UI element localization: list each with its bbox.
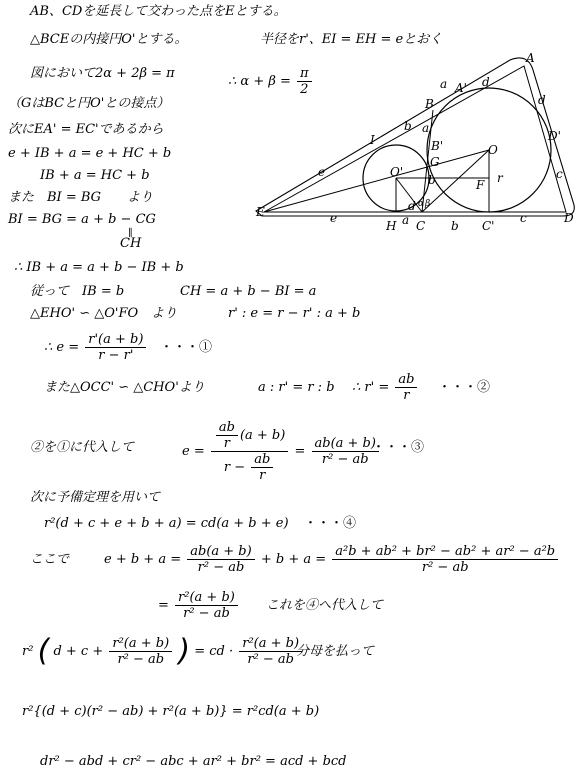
text-line: r²(d + c + e + b + a) = cd(a + b + e) [44,516,289,531]
equation-ref: ・・・④ [304,516,357,531]
equation-ref: ・・・② [438,380,491,395]
seg-label-d: d [482,75,490,89]
label-a-prime: A' [455,81,467,95]
numerator: ab(a + b) [187,544,254,560]
label-a: A [526,51,535,65]
numerator: ab [216,420,238,436]
label-c: C [416,219,426,233]
quadrilateral [264,66,566,212]
text-line: a : r' = r : b [258,380,335,395]
numerator: ab [251,452,273,468]
numerator: a²b + ab² + br² − ab² + ar² − a²b [332,544,558,560]
fraction [85,332,146,363]
math-text: ∴ e = [44,340,80,355]
text-line: △BCEの内接円O'とする。 [30,32,188,47]
math-text: e + b + a = [104,552,182,567]
text-line: 図において2α + 2β = π [30,66,175,81]
text-line: ②を①に代入して [30,440,135,455]
seg-label-b: b [404,119,412,133]
math-text: + b + a = [260,552,327,567]
math-text: = [294,444,306,459]
equals-mark: ∥ [128,228,133,239]
text-line: △EHO' ∽ △O'FO より [30,306,178,321]
label-i: I [370,133,375,147]
paren-open: ( [37,633,50,669]
text-line: ∴ IB + a = a + b − IB + b [14,260,184,275]
text-line: 従って IB = b [30,284,125,299]
denominator: r² − ab [117,652,165,667]
seg-label-a: a [422,121,430,135]
seg-label-b: b [428,173,436,187]
geometry-figure [250,44,580,244]
math-e [44,332,148,363]
label-o-prime: O' [390,165,404,179]
text-line: ここで [30,552,70,567]
math-text: = [158,598,169,613]
label-f: F [476,178,485,192]
text-line: r²{(d + c)(r² − ab) + r²(a + b)} = r²cd(a + b) [22,704,320,719]
label-b-prime: B' [431,139,444,153]
fraction [251,452,273,483]
text-line: 分母を払って [296,644,375,659]
outer-band [256,58,574,216]
label-h: H [386,219,397,233]
denominator: r² − ab [197,560,245,575]
text-line: CH [120,236,142,251]
equation-ref: ・・・③ [372,440,425,455]
angle-alpha: α [418,199,425,209]
text-line: r' : e = r − r' : a + b [228,306,361,321]
fraction [239,636,302,667]
denominator: r² − ab [247,652,294,667]
text-line: dr² − abd + cr² − abc + ar² + br² = acd + bcd [40,754,347,769]
text-line: AB、CDを延長して交わった点をEとする。 [30,4,287,19]
fraction [332,544,558,575]
denominator: r [403,388,410,403]
label-d-prime: D' [548,129,561,143]
denominator: r² − ab [321,452,369,467]
fraction [216,420,238,451]
math-ebA-simplified [158,590,240,621]
fraction [312,436,379,467]
seg-label-c: c [556,167,563,181]
fraction [175,590,238,621]
denominator: r [259,468,266,483]
math-rprime [352,372,419,403]
math-text: r − [223,460,246,475]
math-e-substituted [182,420,381,483]
label-d: D [564,211,574,225]
label-b: B [425,97,434,111]
text-line: CH = a + b − BI = a [180,284,317,299]
numerator: π [297,66,312,82]
math-text: ∴ α + β = [228,74,291,89]
text-line: また BI = BG より [8,190,154,205]
paren-close: ) [178,633,191,669]
label-c-prime: C' [482,219,495,233]
seg-label-e: e [318,165,326,179]
denominator: r² − ab [421,560,469,575]
seg-label-e: e [330,211,338,225]
numerator: r'(a + b) [85,332,146,348]
math-text: = cd · [194,644,234,659]
label-r: r [497,171,503,185]
fraction [211,420,288,483]
text-line: IB + a = HC + b [40,168,150,183]
label-e: E [256,205,265,219]
text-line: 半径をr'、EI = EH = eとおく [260,32,443,47]
math-text: e = [182,444,205,459]
numerator [211,420,288,452]
denominator: r − r' [98,348,134,363]
denominator: r [223,436,230,451]
seg-label-d-small: d [408,199,416,213]
text-line: 次に予備定理を用いて [30,490,161,505]
denominator [221,452,278,483]
fraction [187,544,254,575]
numerator: r²(a + b) [239,636,302,652]
label-o: O [488,143,498,157]
label-g: G [430,155,440,169]
equation-ref: ・・・① [160,340,213,355]
fraction [109,636,172,667]
fraction [395,372,417,403]
math-text: d + c + [53,644,104,659]
math-text: (a + b) [239,428,286,443]
math-ebA [104,544,560,575]
denominator: 2 [300,82,309,97]
text-line: これを④へ代入して [266,598,384,613]
text-line: また△OCC' ∽ △CHO'より [44,380,205,395]
seg-label-b: b [451,219,459,233]
seg-label-d: d [538,93,546,107]
numerator: r²(a + b) [175,590,238,606]
math-substituted [22,633,304,669]
numerator: r²(a + b) [109,636,172,652]
math-text: r² [22,644,34,659]
numerator: ab(a + b) [312,436,379,452]
math-text: ∴ r' = [352,380,390,395]
numerator: ab [395,372,417,388]
text-line: e + IB + a = e + HC + b [8,146,172,161]
seg-label-c: c [520,211,527,225]
text-line: BI = BG = a + b − CG [8,212,156,227]
denominator: r² − ab [183,606,230,621]
text-line: 次にEA' = EC'であるから [8,122,164,137]
seg-label-a: a [440,77,448,91]
angle-beta: β [425,199,431,209]
seg-label-a: a [402,213,410,227]
text-line: （GはBCと円O'との接点） [8,96,170,111]
